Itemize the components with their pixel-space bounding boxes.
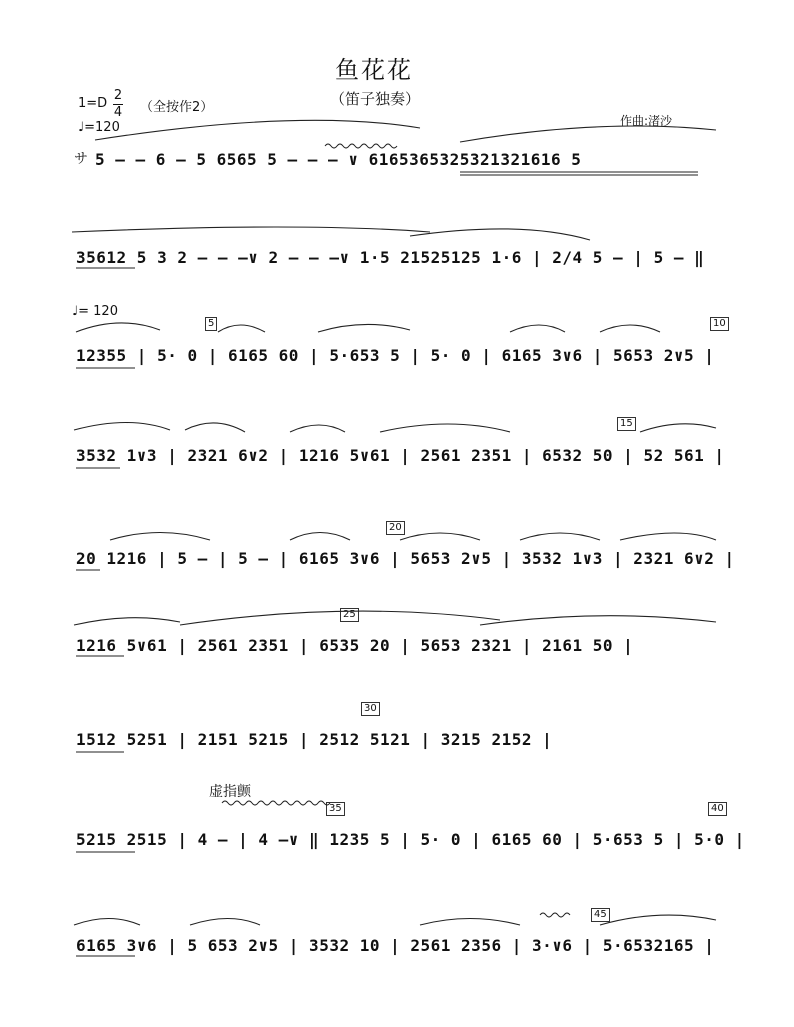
score-line-6: 1216 5∨61 | 2561 2351 | 6535 20 | 5653 2321 | 2161 50 | [76, 636, 634, 655]
bar-number: 25 [340, 608, 359, 622]
fingering-note: （全按作2） [140, 100, 214, 115]
tempo-main-value: = 120 [78, 304, 118, 319]
tempo-intro-value: =120 [84, 120, 120, 135]
score-line-1: 5 — — 6 — 5 6565 5 — — — ∨ 6165365325321321616 5 [95, 150, 582, 169]
slur [600, 915, 716, 925]
key-signature: 1=D [78, 96, 108, 111]
slur [74, 423, 170, 431]
slur [185, 423, 245, 432]
slur [74, 919, 140, 926]
slur [190, 919, 260, 926]
slur [410, 229, 590, 240]
free-meter-mark: サ [74, 151, 88, 167]
slur [380, 424, 510, 432]
score-line-5: 20 1216 | 5 — | 5 — | 6165 3∨6 | 5653 2∨5 | 3532 1∨3 | 2321 6∨2 | [76, 549, 735, 568]
slur [180, 611, 500, 625]
score-line-2: 35612 5 3 2 — — —∨ 2 — — —∨ 1·5 21525125 1·6 | 2/4 5 — | 5 — ‖ [76, 248, 705, 267]
slur [218, 325, 265, 332]
slur [510, 325, 565, 332]
slur [520, 533, 600, 540]
time-signature-bottom: 4 [113, 105, 123, 120]
slur [600, 325, 660, 332]
slur [460, 126, 716, 142]
bar-number: 45 [591, 908, 610, 922]
slur [95, 120, 420, 140]
page-subtitle: （笛子独奏） [330, 90, 421, 108]
time-signature-top: 2 [113, 88, 123, 103]
bar-number: 20 [386, 521, 405, 535]
slur [620, 533, 716, 540]
slur [640, 424, 716, 432]
slur [290, 533, 350, 541]
score-line-8: 5215 2515 | 4 — | 4 —∨ ‖ 1235 5 | 5· 0 | 6165 60 | 5·653 5 | 5·0 | [76, 830, 745, 849]
slur [420, 919, 520, 926]
bar-number: 15 [617, 417, 636, 431]
quarter-note-icon: ♩ [78, 120, 85, 135]
score-line-9: 6165 3∨6 | 5 653 2∨5 | 3532 10 | 2561 2356 | 3·∨6 | 5·6532165 | [76, 936, 715, 955]
score-line-7: 1512 5251 | 2151 5215 | 2512 5121 | 3215 2152 | [76, 730, 553, 749]
bar-number: 30 [361, 702, 380, 716]
slur [74, 618, 180, 625]
slur [318, 324, 410, 332]
slur [400, 533, 480, 540]
bar-number: 35 [326, 802, 345, 816]
slur [290, 425, 345, 432]
slur [480, 616, 716, 625]
bar-number: 10 [710, 317, 729, 331]
composer-credit: 作曲:渚沙 [620, 114, 673, 128]
slur [76, 323, 160, 332]
bar-number: 40 [708, 802, 727, 816]
page-title: 鱼花花 [335, 56, 413, 84]
quarter-note-icon: ♩ [72, 304, 79, 319]
score-line-4: 3532 1∨3 | 2321 6∨2 | 1216 5∨61 | 2561 2351 | 6532 50 | 52 561 | [76, 446, 725, 465]
technique-label: 虚指颤 [209, 784, 251, 800]
score-line-3: 12355 | 5· 0 | 6165 60 | 5·653 5 | 5· 0 | 6165 3∨6 | 5653 2∨5 | [76, 346, 715, 365]
slur [72, 227, 430, 232]
slur [110, 533, 210, 541]
bar-number: 5 [205, 317, 217, 331]
